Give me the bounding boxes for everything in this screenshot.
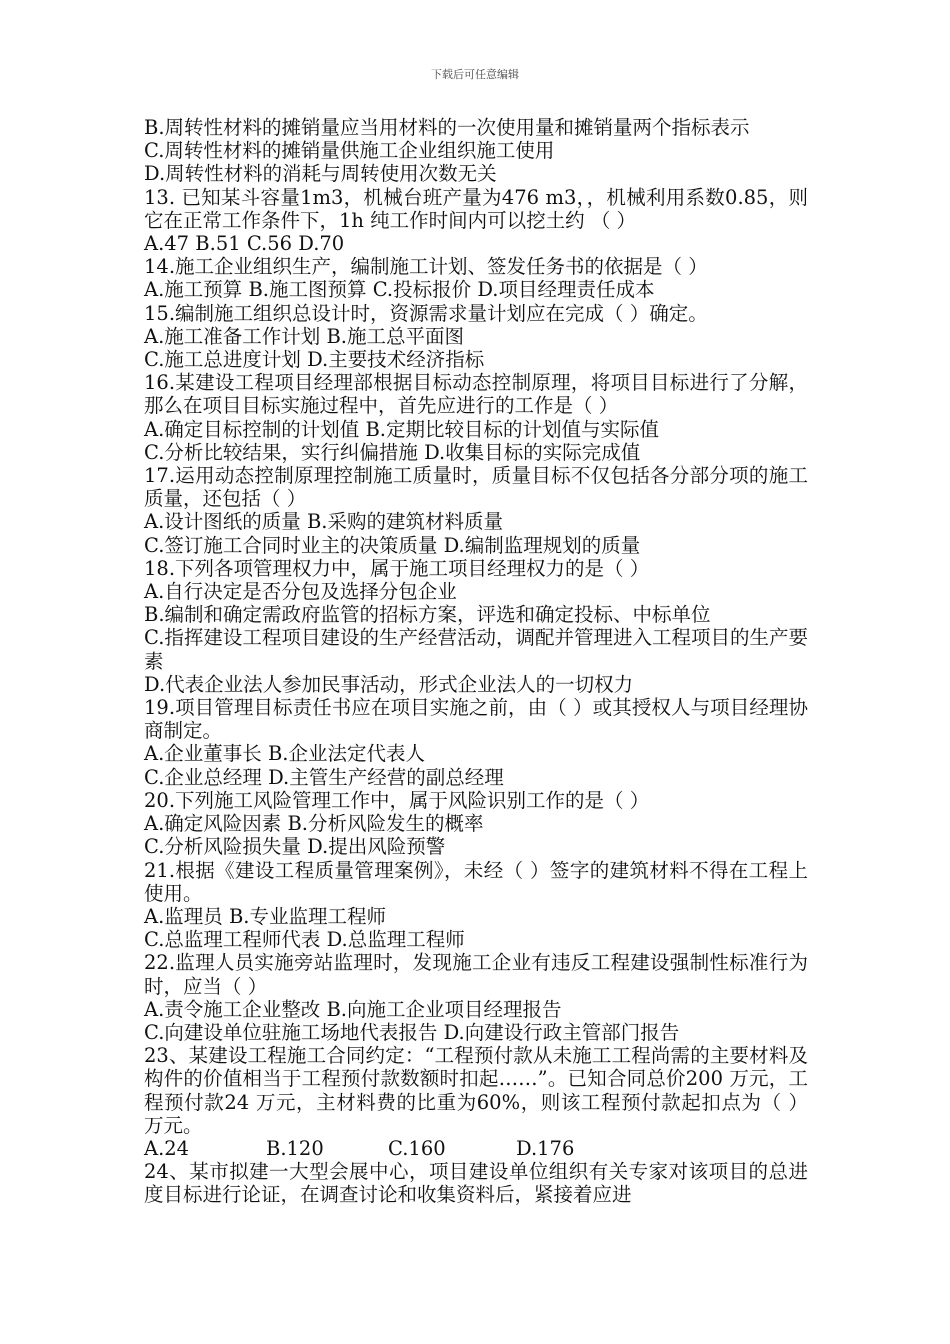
option-c: C.160	[388, 1136, 446, 1160]
question-15-options-cd: C.施工总进度计划 D.主要技术经济指标	[144, 348, 485, 372]
question-22-options-cd: C.向建设单位驻施工场地代表报告 D.向建设行政主管部门报告	[144, 1020, 680, 1044]
question-13-options: A.47 B.51 C.56 D.70	[144, 232, 345, 256]
question-24: 24、某市拟建一大型会展中心，项目建设单位组织有关专家对该项目的总进度目标进行论证，在调查讨论和收集资料后，紧接着应进	[144, 1160, 808, 1207]
question-16-options-cd: C.分析比较结果，实行纠偏措施 D.收集目标的实际完成值	[144, 440, 641, 464]
option-b: B.120	[266, 1136, 324, 1160]
page-header: 下载后可任意编辑	[431, 68, 519, 81]
question-14: 14.施工企业组织生产，编制施工计划、签发任务书的依据是（ ）	[144, 255, 708, 279]
question-16-options-ab: A.确定目标控制的计划值 B.定期比较目标的计划值与实际值	[144, 417, 660, 441]
question-23: 23、某建设工程施工合同约定：“工程预付款从未施工工程尚需的主要材料及构件的价值相当于工程预付款数额时扣起……”。已知合同总价200 万元，工程预付款24 万元，主材料费的比重为60%，则该工程预付款起扣点为（ ）万元。	[144, 1044, 808, 1137]
question-20-options-cd: C.分析风险损失量 D.提出风险预警	[144, 835, 446, 859]
document-body	[144, 116, 808, 1207]
question-23-options	[144, 1137, 808, 1160]
question-18-option-c: C.指挥建设工程项目建设的生产经营活动，调配并管理进入工程项目的生产要素	[144, 626, 808, 673]
question-19: 19.项目管理目标责任书应在项目实施之前，由（ ）或其授权人与项目经理协商制定。	[144, 696, 808, 743]
question-13: 13. 已知某斗容量1m3，机械台班产量为476 m3，，机械利用系数0.85，则它在正常工作条件下，1h 纯工作时间内可以挖土约 （ ）	[144, 185, 808, 232]
question-21: 21.根据《建设工程质量管理案例》，未经（ ）签字的建筑材料不得在工程上使用。	[144, 858, 808, 905]
text-line: B.周转性材料的摊销量应当用材料的一次使用量和摊销量两个指标表示	[144, 116, 750, 139]
question-22: 22.监理人员实施旁站监理时，发现施工企业有违反工程建设强制性标准行为时，应当（ ）	[144, 951, 808, 998]
question-17-options-cd: C.签订施工合同时业主的决策质量 D.编制监理规划的质量	[144, 533, 641, 557]
question-18-option-a: A.自行决定是否分包及选择分包企业	[144, 580, 457, 604]
question-21-options-cd: C.总监理工程师代表 D.总监理工程师	[144, 928, 465, 952]
question-15: 15.编制施工组织总设计时，资源需求量计划应在完成（ ）确定。	[144, 301, 708, 325]
question-20: 20.下列施工风险管理工作中，属于风险识别工作的是（ ）	[144, 788, 650, 812]
question-20-options-ab: A.确定风险因素 B.分析风险发生的概率	[144, 812, 484, 836]
question-15-options-ab: A.施工准备工作计划 B.施工总平面图	[144, 324, 465, 348]
question-17-options-ab: A.设计图纸的质量 B.采购的建筑材料质量	[144, 510, 504, 534]
question-18-option-d: D.代表企业法人参加民事活动，形式企业法人的一切权力	[144, 672, 634, 696]
question-19-options-ab: A.企业董事长 B.企业法定代表人	[144, 742, 426, 766]
question-18: 18.下列各项管理权力中，属于施工项目经理权力的是（ ）	[144, 556, 650, 580]
question-17: 17.运用动态控制原理控制施工质量时，质量目标不仅包括各分部分项的施工质量，还包括（ ）	[144, 464, 808, 511]
question-16: 16.某建设工程项目经理部根据目标动态控制原理，将项目目标进行了分解，那么在项目目标实施过程中，首先应进行的工作是（ ）	[144, 371, 808, 418]
option-a: A.24	[144, 1136, 190, 1160]
question-22-options-ab: A.责令施工企业整改 B.向施工企业项目经理报告	[144, 997, 562, 1021]
text-line: D.周转性材料的消耗与周转使用次数无关	[144, 162, 497, 186]
question-21-options-ab: A.监理员 B.专业监理工程师	[144, 904, 387, 928]
question-19-options-cd: C.企业总经理 D.主管生产经营的副总经理	[144, 765, 504, 789]
text-line: C.周转性材料的摊销量供施工企业组织施工使用	[144, 139, 555, 163]
question-18-option-b: B.编制和确定需政府监管的招标方案，评选和确定投标、中标单位	[144, 603, 711, 627]
option-d: D.176	[516, 1136, 575, 1160]
question-14-options: A.施工预算 B.施工图预算 C.投标报价 D.项目经理责任成本	[144, 278, 655, 302]
